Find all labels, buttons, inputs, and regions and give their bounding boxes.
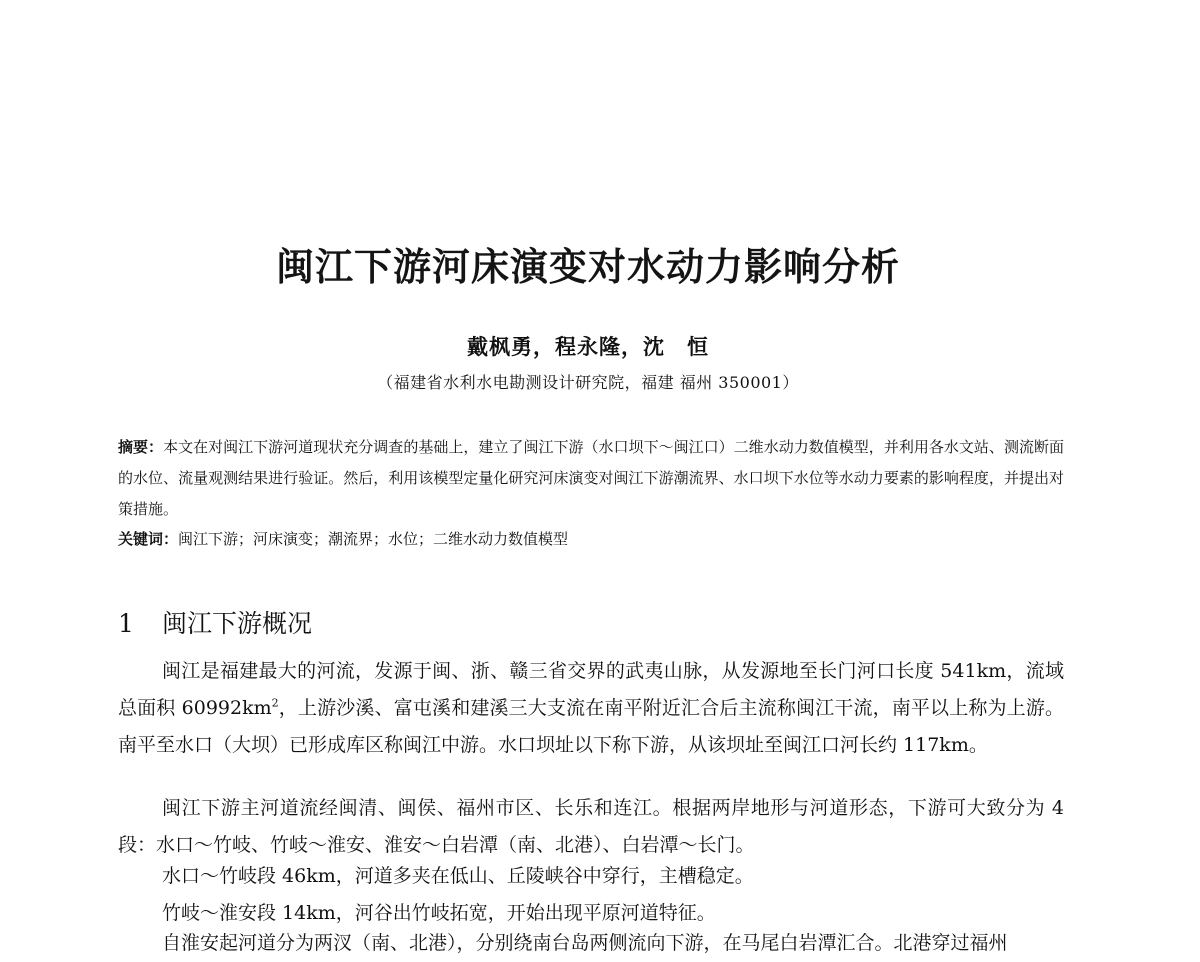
keywords-label: 关键词： bbox=[118, 530, 179, 548]
paragraph-1-text-b: ，上游沙溪、富屯溪和建溪三大支流在南平附近汇合后主流称闽江干流，南平以上称为上游。南平至水口（大坝）已形成库区称闽江中游。水口坝址以下称下游，从该坝址至闽江口河长约 117km。 bbox=[118, 697, 1064, 756]
abstract-text: 本文在对闽江下游河道现状充分调查的基础上，建立了闽江下游（水口坝下～闽江口）二维水动力数值模型，并利用各水文站、测流断面的水位、流量观测结果进行验证。然后，利用该模型定量化研究河床演变对闽江下游潮流界、水口坝下水位等水动力要素的影响程度，并提出对策措施。 bbox=[118, 438, 1064, 518]
paragraph-1-text-a: 闽江是福建最大的河流，发源于闽、浙、赣三省交界的武夷山脉，从发源地至长门河口长度 541km，流域总面积 60992km bbox=[118, 660, 1064, 719]
paragraph-3: 水口～竹岐段 46km，河道多夹在低山、丘陵峡谷中穿行，主槽稳定。 bbox=[162, 865, 754, 887]
section-1-heading bbox=[118, 604, 312, 640]
paragraph-2: 闽江下游主河道流经闽清、闽侯、福州市区、长乐和连江。根据两岸地形与河道形态，下游可大致分为 4 段：水口～竹岐、竹岐～淮安、淮安～白岩潭（南、北港）、白岩潭～长门。 bbox=[118, 797, 1064, 856]
abstract-label: 摘要： bbox=[118, 438, 164, 456]
authors-line: 戴枫勇，程永隆，沈 恒 bbox=[467, 334, 709, 359]
section-1-number: 1 bbox=[118, 609, 134, 638]
paragraph-4: 竹岐～淮安段 14km，河谷出竹岐拓宽，开始出现平原河道特征。 bbox=[162, 902, 716, 924]
section-1-title: 闽江下游概况 bbox=[162, 609, 313, 638]
paper-title: 闽江下游河床演变对水动力影响分析 bbox=[275, 245, 900, 289]
paragraph-1-superscript: 2 bbox=[271, 696, 279, 710]
abstract-block bbox=[118, 432, 1064, 525]
paragraph-5: 自淮安起河道分为两汊（南、北港），分别绕南台岛两侧流向下游，在马尾白岩潭汇合。北港穿过福州 bbox=[162, 932, 1008, 954]
paragraph-1 bbox=[118, 653, 1064, 764]
affiliation-line: （福建省水利水电勘测设计研究院，福建 福州 350001） bbox=[377, 373, 799, 392]
keywords-text: 闽江下游；河床演变；潮流界；水位；二维水动力数值模型 bbox=[178, 530, 569, 548]
keywords-block bbox=[118, 526, 1064, 552]
